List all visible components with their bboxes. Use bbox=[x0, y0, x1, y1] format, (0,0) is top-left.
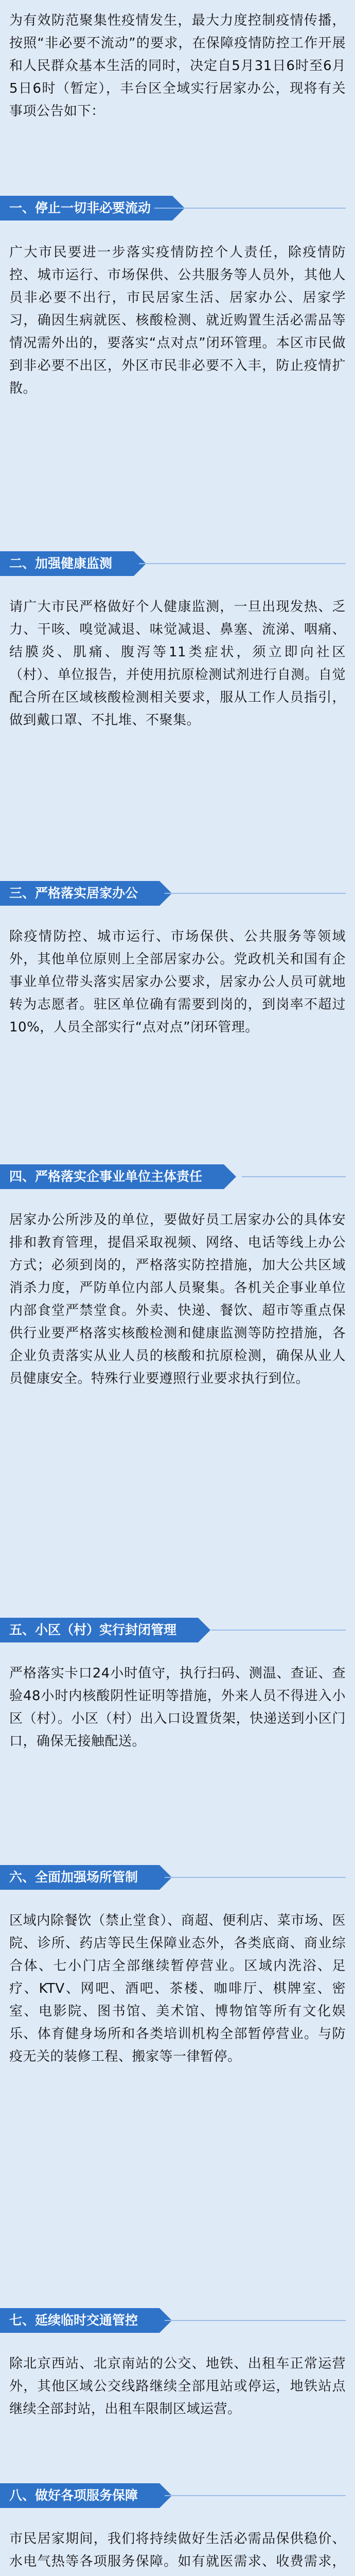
section-2-heading: 二、加强健康监测 bbox=[0, 551, 134, 576]
section-6-divider bbox=[165, 1877, 346, 1878]
section-4-heading: 四、严格落实企事业单位主体责任 bbox=[0, 1164, 224, 1189]
section-7-heading: 七、延续临时交通管控 bbox=[0, 2308, 159, 2333]
section-8-heading: 八、做好各项服务保障 bbox=[0, 2483, 159, 2508]
section-4-body: 居家办公所涉及的单位，要做好员工居家办公的具体安排和教育管理，提倡采取视频、网络、电话等线上办公方式；必须到岗的，严格落实防控措施，加大公共区域消杀力度，严防单位内部人员聚集。各机关企事业单位内部食堂严禁堂食。外卖、快递、餐饮、超市等重点保供行业要严格落实核酸检测和健康监测等防控措施，各企业负责落实从业人员的核酸和抗原检测，确保从业人员健康安全。特殊行业要遵照行业要求执行到位。 bbox=[9, 1212, 346, 1386]
section-1-body: 广大市民要进一步落实疫情防控个人责任，除疫情防控、城市运行、市场保供、公共服务等人员外，其他人员非必要不出行，市民居家生活、居家办公、居家学习，确因生病就医、核酸检测、就近购置生活必需品等情况需外出的，要落实“点对点”闭环管理。本区市民做到非必要不出区，外区市民非必要不入丰，防止疫情扩散。 bbox=[9, 245, 346, 396]
intro-paragraph: 为有效防范聚集性疫情发生，最大力度控制疫情传播，按照“非必要不流动”的要求，在保障疫情防控工作开展和人民群众基本生活的同时，决定自5月31日6时至6月5日6时（暂定），丰台区全域实行居家办公，现将有关事项公告如下： bbox=[9, 13, 346, 119]
section-1-divider bbox=[154, 208, 346, 209]
section-1-heading: 一、停止一切非必要流动 bbox=[0, 196, 172, 221]
section-5-body: 严格落实卡口24小时值守，执行扫码、测温、查证、查验48小时内核酸阴性证明等措施，外来人员不得进入小区（村）。小区（村）出入口设置货架，快递送到小区门口，确保无接触配送。 bbox=[9, 1666, 346, 1749]
section-5-divider bbox=[211, 1630, 346, 1631]
section-8-body: 市民居家期间，我们将持续做好生活必需品保供稳价、水电气热等各项服务保障。如有就医需求、收费需求， bbox=[9, 2531, 346, 2569]
section-3-heading: 三、严格落实居家办公 bbox=[0, 881, 159, 906]
section-5-heading: 五、小区（村）实行封闭管理 bbox=[0, 1618, 198, 1642]
section-2-divider bbox=[139, 563, 346, 564]
section-4-divider bbox=[242, 1176, 346, 1177]
section-3-divider bbox=[165, 893, 346, 894]
section-6-heading: 六、全面加强场所管制 bbox=[0, 1865, 159, 1890]
section-7-body: 除北京西站、北京南站的公交、地铁、出租车正常运营外，其他区域公交线路继续全部甩站或停运，地铁站点继续全部封站，出租车限制区域运营。 bbox=[9, 2356, 346, 2417]
section-8-divider bbox=[165, 2495, 346, 2496]
section-7-divider bbox=[165, 2320, 346, 2321]
section-2-body: 请广大市民严格做好个人健康监测，一旦出现发热、乏力、干咳、嗅觉减退、味觉减退、鼻塞、流涕、咽痛、结膜炎、肌痛、腹泻等11类症状，须立即向社区（村）、单位报告，并使用抗原检测试剂进行自测。自觉配合所在区域核酸检测相关要求，服从工作人员指引，做到戴口罩、不扎堆、不聚集。 bbox=[9, 599, 346, 728]
section-6-body: 区域内除餐饮（禁止堂食）、商超、便利店、菜市场、医院、诊所、药店等民生保障业态外，各类底商、商业综合体、七小门店全部继续暂停营业。区域内洗浴、足疗、KTV、网吧、酒吧、茶楼、咖啡厅、棋牌室、密室、电影院、图书馆、美术馆、博物馆等所有文化娱乐、体育健身场所和各类培训机构全部暂停营业。与防疫无关的装修工程、搬家等一律暂停。 bbox=[9, 1913, 346, 2064]
section-3-body: 除疫情防控、城市运行、市场保供、公共服务等领域外，其他单位原则上全部居家办公。党政机关和国有企事业单位带头落实居家办公要求，居家办公人员可就地转为志愿者。驻区单位确有需要到岗的，到岗率不超过10%，人员全部实行“点对点”闭环管理。 bbox=[9, 929, 346, 1035]
